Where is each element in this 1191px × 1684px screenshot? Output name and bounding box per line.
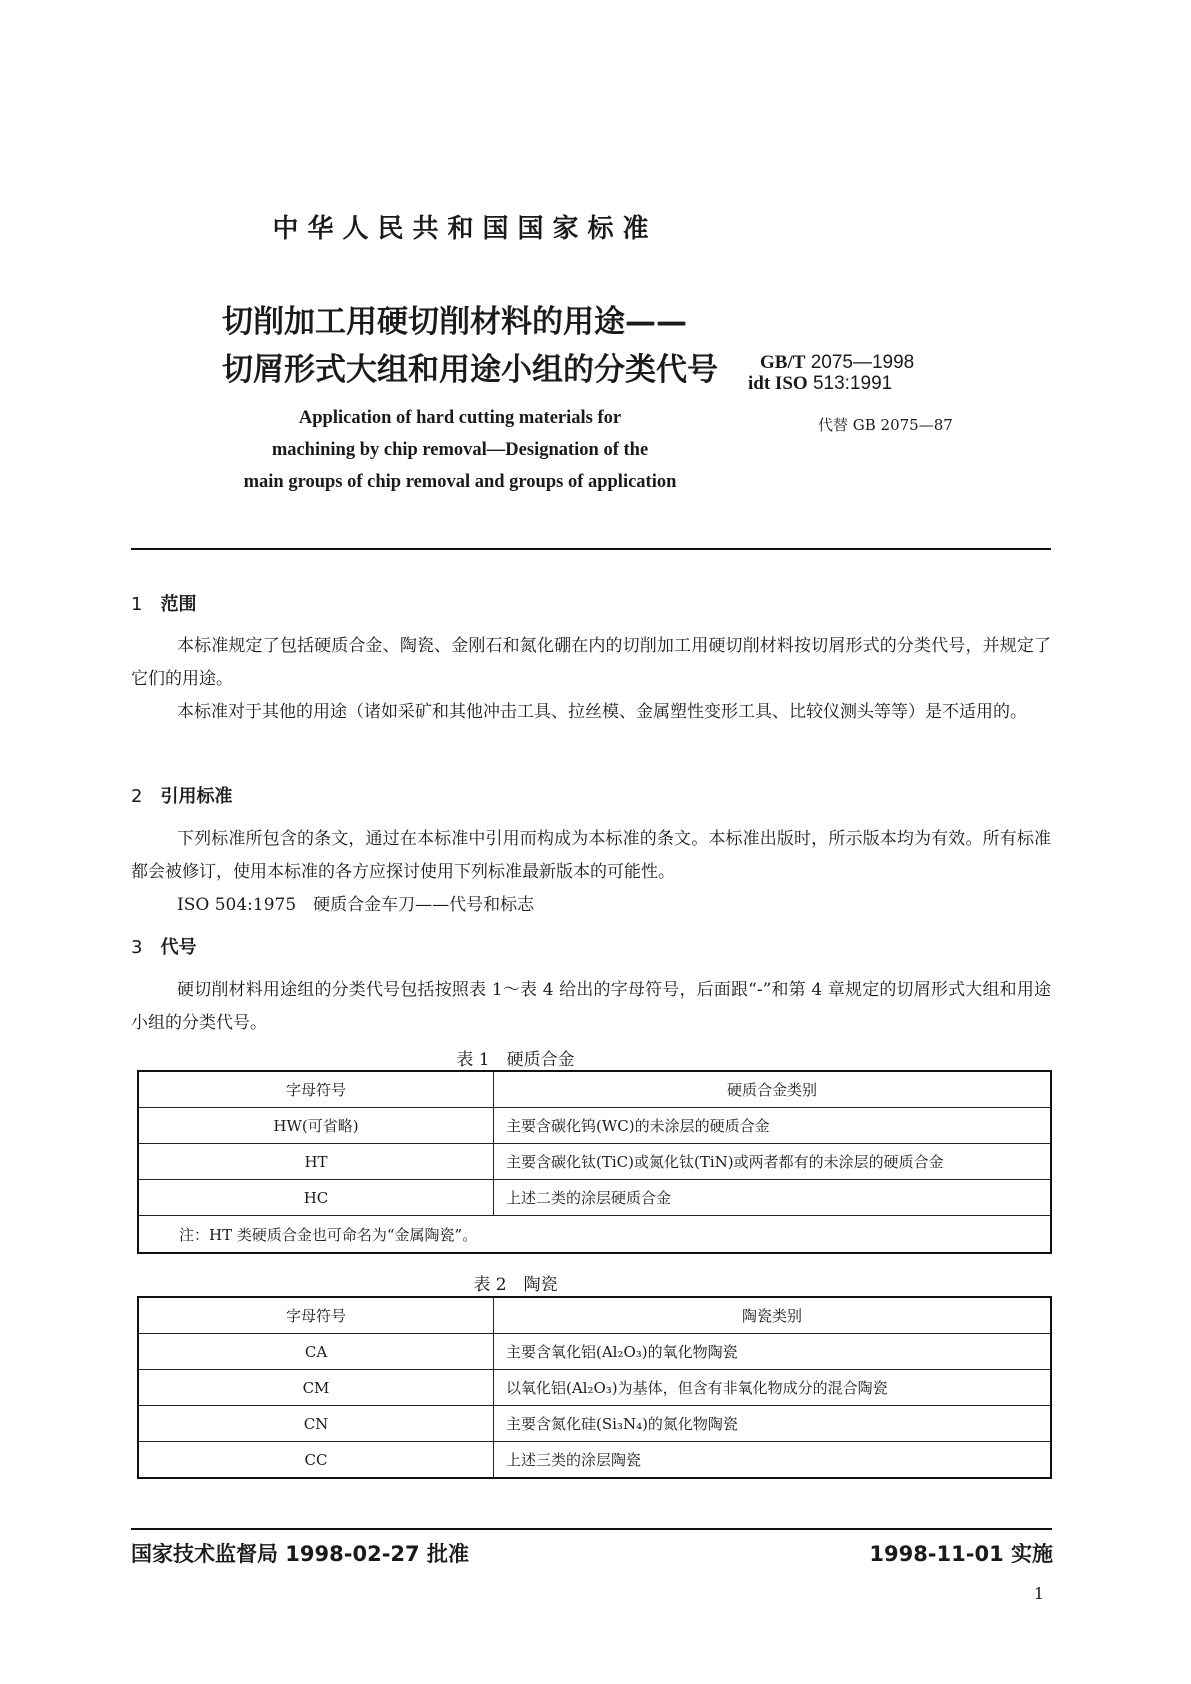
title-en-line-1: Application of hard cutting materials for xyxy=(298,408,622,428)
title-cn-line-1: 切削加工用硬切削材料的用途—— xyxy=(222,304,687,340)
table-row xyxy=(138,1180,1051,1216)
category-cell: 主要含氮化硅(Si₃N₄)的氮化物陶瓷 xyxy=(494,1406,1052,1442)
table-header-row xyxy=(138,1071,1051,1108)
letter-symbol-cell: CM xyxy=(138,1370,494,1406)
section-number: 2 xyxy=(131,786,143,807)
letter-symbol-cell: HC xyxy=(138,1180,494,1216)
category-cell: 主要含氧化铝(Al₂O₃)的氧化物陶瓷 xyxy=(494,1334,1052,1370)
table-1-caption: 表 1 硬质合金 xyxy=(456,1050,575,1070)
table-note: 注：HT 类硬质合金也可命名为“金属陶瓷”。 xyxy=(138,1216,1051,1254)
replaces-standard: 代替 GB 2075—87 xyxy=(818,416,953,434)
reference-item: ISO 504:1975 硬质合金车刀——代号和标志 xyxy=(177,895,535,915)
category-cell: 以氧化铝(Al₂O₃)为基体，但含有非氧化物成分的混合陶瓷 xyxy=(494,1370,1052,1406)
letter-symbol-cell: CA xyxy=(138,1334,494,1370)
category-cell: 主要含碳化钛(TiC)或氮化钛(TiN)或两者都有的未涂层的硬质合金 xyxy=(494,1144,1052,1180)
title-en-line-2: machining by chip removal—Designation of the xyxy=(271,440,649,460)
section-title: 范围 xyxy=(160,594,197,615)
section-number: 1 xyxy=(131,594,143,615)
effective-date: 1998-11-01 实施 xyxy=(869,1542,1053,1566)
column-header: 字母符号 xyxy=(138,1297,494,1334)
standard-prefix: GB/T xyxy=(760,352,806,373)
footer-divider xyxy=(131,1528,1052,1530)
category-cell: 主要含碳化钨(WC)的未涂层的硬质合金 xyxy=(494,1108,1052,1144)
section-title: 引用标准 xyxy=(160,786,233,807)
table-row xyxy=(138,1144,1051,1180)
title-en-line-3: main groups of chip removal and groups of application xyxy=(243,472,677,492)
document-title-cn xyxy=(222,298,718,394)
document-title-en xyxy=(180,402,740,498)
column-header: 字母符号 xyxy=(138,1071,494,1108)
table-row xyxy=(138,1442,1051,1479)
paragraph: 本标准规定了包括硬质合金、陶瓷、金刚石和氮化硼在内的切削加工用硬切削材料按切屑形式的分类代号，并规定了它们的用途。 xyxy=(131,636,1051,689)
section-1-heading xyxy=(131,590,196,616)
standard-number xyxy=(760,352,914,373)
table-header-row xyxy=(138,1297,1051,1334)
country-standard-heading: 中华人民共和国国家标准 xyxy=(272,214,658,244)
category-cell: 上述三类的涂层陶瓷 xyxy=(494,1442,1052,1479)
identical-iso-reference xyxy=(748,373,892,395)
paragraph: 下列标准所包含的条文，通过在本标准中引用而构成为本标准的条文。本标准出版时，所示版本均为有效。所有标准都会被修订，使用本标准的各方应探讨使用下列标准最新版本的可能性。 xyxy=(131,829,1051,882)
table-2-ceramics xyxy=(137,1296,1052,1479)
table-1-hard-metals xyxy=(137,1070,1052,1254)
category-cell: 上述二类的涂层硬质合金 xyxy=(494,1180,1052,1216)
idt-number: 513:1991 xyxy=(812,373,893,394)
table-note-row xyxy=(138,1216,1051,1254)
section-title: 代号 xyxy=(160,937,197,958)
column-header: 硬质合金类别 xyxy=(494,1071,1052,1108)
letter-symbol-cell: HW(可省略) xyxy=(138,1108,494,1144)
title-cn-line-2: 切屑形式大组和用途小组的分类代号 xyxy=(222,352,718,388)
idt-prefix: idt ISO xyxy=(748,373,808,394)
paragraph: 硬切削材料用途组的分类代号包括按照表 1～表 4 给出的字母符号，后面跟“-”和第 4 章规定的切屑形式大组和用途小组的分类代号。 xyxy=(131,980,1051,1033)
approval-date: 国家技术监督局 1998-02-27 批准 xyxy=(131,1542,469,1566)
section-2-body xyxy=(131,823,1051,922)
section-1-body xyxy=(131,630,1051,729)
section-2-heading xyxy=(131,782,232,808)
paragraph: 本标准对于其他的用途（诸如采矿和其他冲击工具、拉丝模、金属塑性变形工具、比较仪测头等等）是不适用的。 xyxy=(177,702,1027,722)
table-row xyxy=(138,1370,1051,1406)
letter-symbol-cell: HT xyxy=(138,1144,494,1180)
section-3-body xyxy=(131,974,1051,1040)
section-3-heading xyxy=(131,933,196,959)
section-number: 3 xyxy=(131,937,143,958)
letter-symbol-cell: CC xyxy=(138,1442,494,1479)
letter-symbol-cell: CN xyxy=(138,1406,494,1442)
page-number: 1 xyxy=(1033,1584,1044,1603)
table-row xyxy=(138,1334,1051,1370)
table-row xyxy=(138,1406,1051,1442)
header-divider xyxy=(131,548,1051,550)
column-header: 陶瓷类别 xyxy=(494,1297,1052,1334)
table-2-caption: 表 2 陶瓷 xyxy=(473,1275,558,1295)
standard-number-value: 2075—1998 xyxy=(810,352,915,373)
table-row xyxy=(138,1108,1051,1144)
